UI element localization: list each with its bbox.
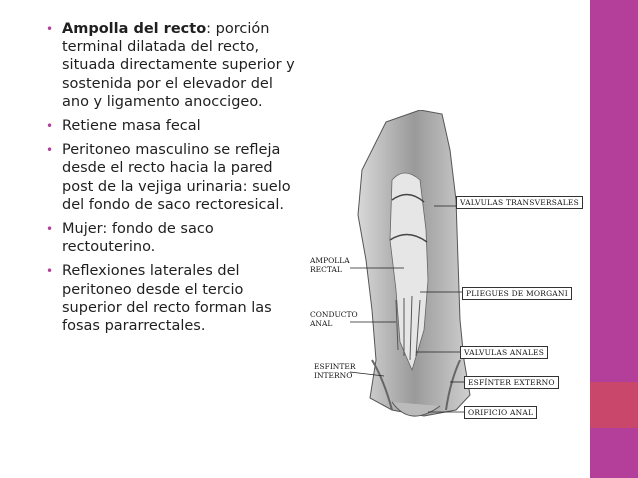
bullet-item-ampolla bbox=[46, 20, 296, 111]
label-esfinter-externo: ESFÍNTER EXTERNO bbox=[464, 376, 559, 389]
label-valvulas-anales: VALVULAS ANALES bbox=[460, 346, 548, 359]
label-ampolla-line-1: AMPOLLA bbox=[310, 256, 350, 265]
bullet-dot-icon: • bbox=[46, 222, 54, 237]
label-conducto-line-1: CONDUCTO bbox=[310, 310, 358, 319]
bullet-item-peritoneo-masculino bbox=[46, 141, 296, 214]
label-valvulas-transversales: VALVULAS TRANSVERSALES bbox=[456, 196, 583, 209]
bullet-dot-icon: • bbox=[46, 143, 54, 158]
bullet-text: Mujer: fondo de saco rectouterino. bbox=[62, 221, 214, 256]
label-ampolla-line-2: RECTAL bbox=[310, 265, 342, 274]
label-pliegues-morgani: PLIEGUES DE MORGANI bbox=[462, 287, 572, 300]
bullet-text: Reflexiones laterales del peritoneo desde el tercio superior del recto forman las fosas pararrectales. bbox=[62, 263, 272, 335]
bullet-dot-icon: • bbox=[46, 264, 54, 279]
bullet-dot-icon: • bbox=[46, 22, 54, 36]
bullet-item-reflexiones bbox=[46, 262, 296, 335]
label-esfinter-interno-line-2: INTERNO bbox=[314, 371, 353, 380]
bullet-dot-icon: • bbox=[46, 119, 54, 134]
label-conducto-anal bbox=[310, 310, 358, 328]
rectum-anatomy-figure bbox=[300, 110, 590, 430]
label-esfinter-interno bbox=[314, 362, 355, 380]
bullet-text: Retiene masa fecal bbox=[62, 118, 201, 135]
bullet-item-retiene bbox=[46, 117, 296, 135]
label-conducto-line-2: ANAL bbox=[310, 319, 333, 328]
bullet-item-mujer bbox=[46, 220, 296, 256]
bullet-text: : porción terminal dilatada del recto, situada directamente superior y sostenida por el elevador del ano y ligamento anoccigeo. bbox=[62, 21, 295, 110]
accent-block bbox=[590, 382, 638, 428]
bullet-bold-term: Ampolla del recto bbox=[62, 21, 207, 37]
label-ampolla-rectal bbox=[310, 256, 350, 274]
label-orificio-anal: ORIFICIO ANAL bbox=[464, 406, 537, 419]
label-esfinter-interno-line-1: ESFINTER bbox=[314, 362, 356, 371]
bullet-list bbox=[46, 20, 296, 341]
bullet-text: Peritoneo masculino se refleja desde el recto hacia la pared post de la vejiga urinaria: suelo del fondo de saco rectoresical. bbox=[62, 142, 291, 213]
